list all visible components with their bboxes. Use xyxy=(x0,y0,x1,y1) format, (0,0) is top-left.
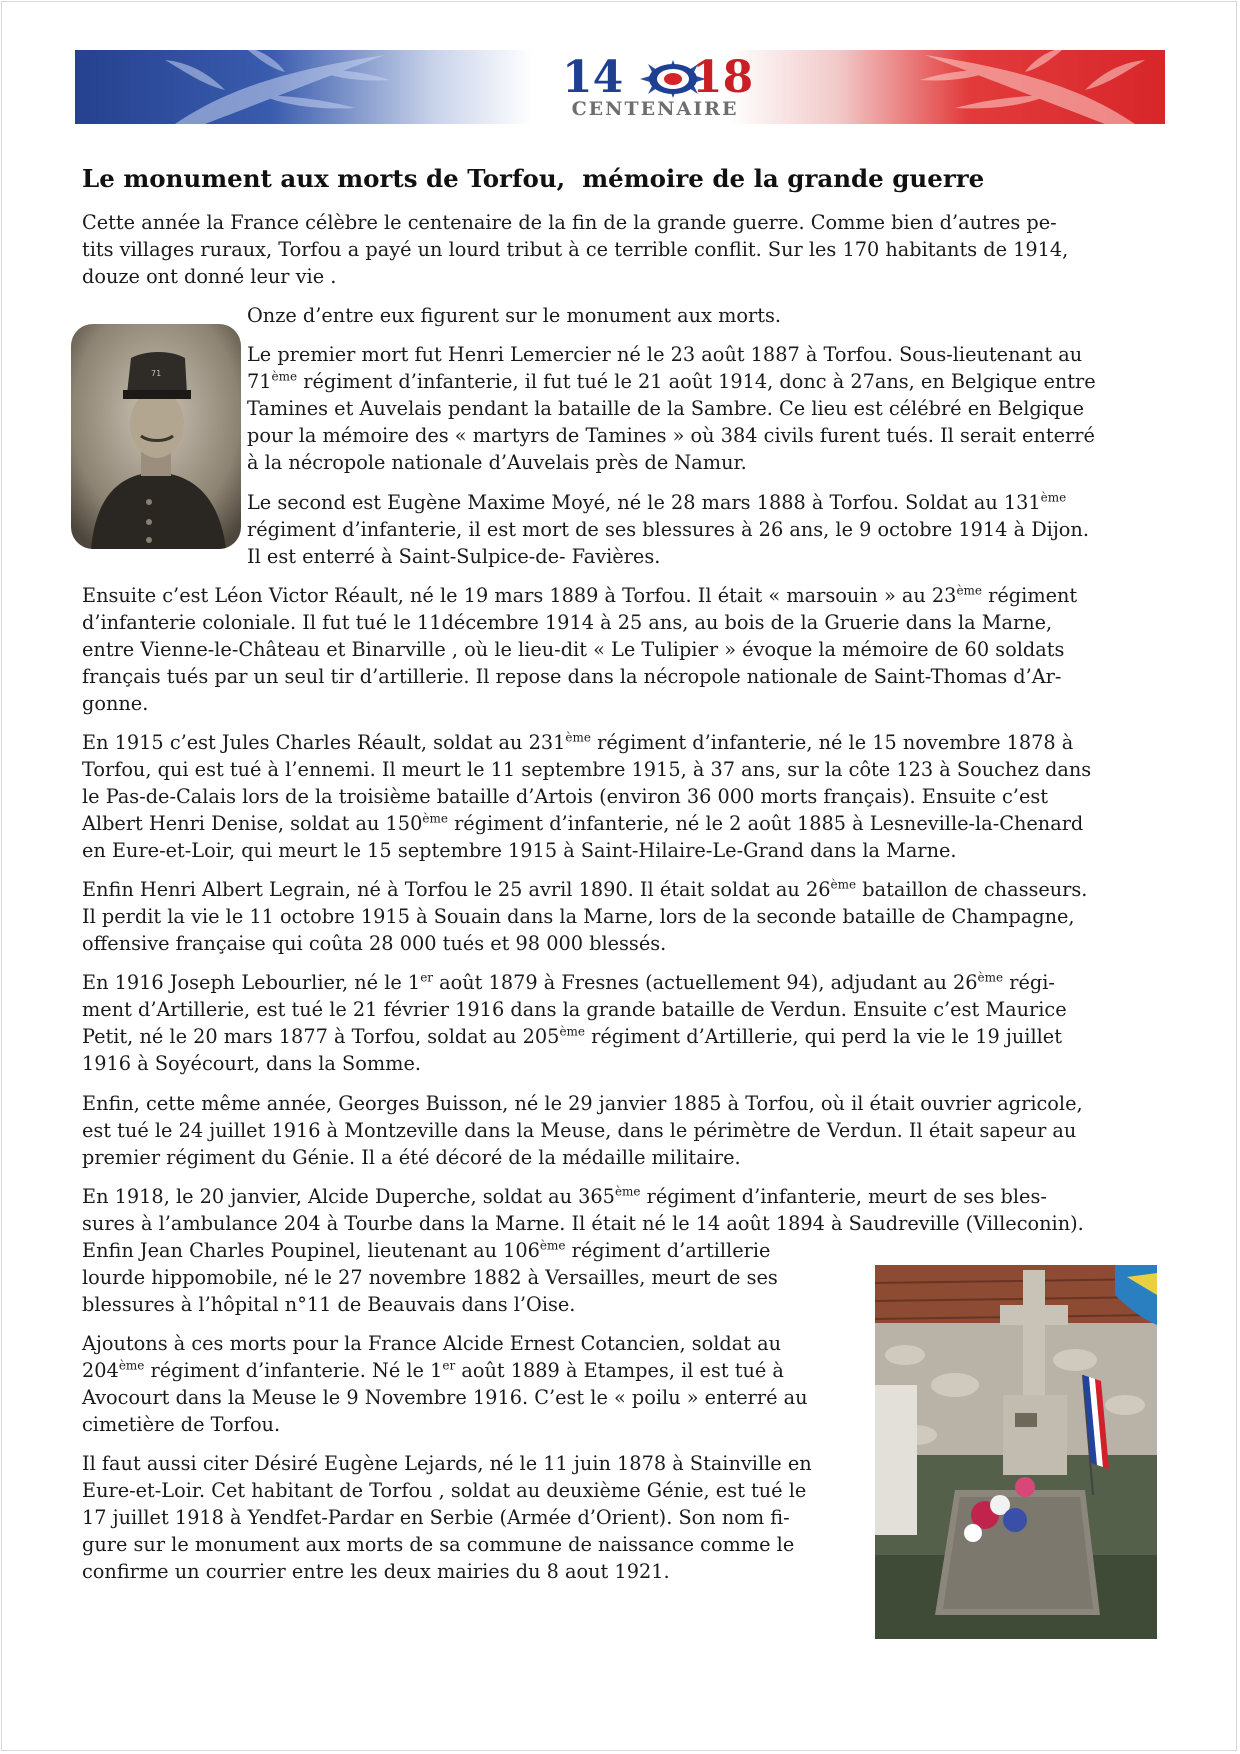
text-line: Le premier mort fut Henri Lemercier né le 23 août 1887 à Torfou. Sous-lieutenant au xyxy=(247,343,1083,366)
text-line: Ajoutons à ces morts pour la France Alcide Ernest Cotancien, soldat au xyxy=(82,1332,782,1355)
text-line: cimetière de Torfou. xyxy=(82,1413,281,1436)
text-line: Il est enterré à Saint-Sulpice-de- Favières. xyxy=(247,545,661,568)
portrait-image xyxy=(71,324,241,549)
paragraph-lejards xyxy=(82,1450,812,1585)
text-line: En 1915 c’est Jules Charles Réault, soldat au 231ème régiment d’infanterie, né le 15 novembre 1878 à xyxy=(82,730,1074,754)
text-line: Enfin Henri Albert Legrain, né à Torfou le 25 avril 1890. Il était soldat au 26ème bataillon de chasseurs. xyxy=(82,877,1088,901)
article-title: Le monument aux morts de Torfou, mémoire de la grande guerre xyxy=(82,164,985,193)
text-line: 71ème régiment d’infanterie, il fut tué le 21 août 1914, donc à 27ans, en Belgique entre xyxy=(247,369,1096,393)
text-line: entre Vienne-le-Château et Binarville , où le lieu-dit « Le Tulipier » évoque la mémoire de 60 soldats xyxy=(82,638,1065,661)
banner-number-left: 14 xyxy=(562,52,624,103)
text-line: Ensuite c’est Léon Victor Réault, né le 19 mars 1889 à Torfou. Il était « marsouin » au 23ème régiment xyxy=(82,583,1078,607)
text-line: 17 juillet 1918 à Yendfet-Pardar en Serbie (Armée d’Orient). Son nom fi- xyxy=(82,1506,790,1529)
text-line: Le second est Eugène Maxime Moyé, né le 28 mars 1888 à Torfou. Soldat au 131ème xyxy=(247,490,1067,514)
banner-subtitle: CENTENAIRE xyxy=(571,98,739,120)
paragraph-buisson xyxy=(82,1090,1083,1171)
paragraph-lemercier xyxy=(247,341,1096,476)
text-line: lourde hippomobile, né le 27 novembre 1882 à Versailles, meurt de ses xyxy=(82,1266,778,1289)
paragraph-legrain xyxy=(82,876,1087,957)
text-line: gure sur le monument aux morts de sa commune de naissance comme le xyxy=(82,1533,795,1556)
text-line: le Pas-de-Calais lors de la troisième bataille d’Artois (environ 36 000 morts français). Ensuite c’est xyxy=(82,785,1048,808)
text-line: Il faut aussi citer Désiré Eugène Lejards, né le 11 juin 1878 à Stainville en xyxy=(82,1452,812,1475)
text-line: Avocourt dans la Meuse le 9 Novembre 1916. C’est le « poilu » enterré au xyxy=(82,1386,808,1409)
paragraph-leon-reault xyxy=(82,582,1077,717)
paragraph-jules-reault xyxy=(82,729,1091,864)
text-line: confirme un courrier entre les deux mairies du 8 aout 1921. xyxy=(82,1560,670,1583)
banner-number-right: 18 xyxy=(692,52,754,103)
text-line: pour la mémoire des « martyrs de Tamines » où 384 civils furent tués. Il serait enterré xyxy=(247,424,1095,447)
text-line: est tué le 24 juillet 1916 à Montzeville dans la Meuse, dans le périmètre de Verdun. Il était sapeur au xyxy=(82,1119,1077,1142)
text-line: Cette année la France célèbre le centenaire de la fin de la grande guerre. Comme bien d’autres pe- xyxy=(82,211,1057,234)
text-line: Onze d’entre eux figurent sur le monument aux morts. xyxy=(247,304,781,327)
centenaire-banner xyxy=(75,50,1165,124)
text-line: Petit, né le 20 mars 1877 à Torfou, soldat au 205ème régiment d’Artillerie, qui perd la vie le 19 juillet xyxy=(82,1024,1062,1048)
paragraph-lebourlier xyxy=(82,969,1067,1077)
text-line: en Eure-et-Loir, qui meurt le 15 septembre 1915 à Saint-Hilaire-Le-Grand dans la Marne. xyxy=(82,839,957,862)
text-line: français tués par un seul tir d’artillerie. Il repose dans la nécropole nationale de Saint-Thomas d’Ar- xyxy=(82,665,1062,688)
text-line: blessures à l’hôpital n°11 de Beauvais dans l’Oise. xyxy=(82,1293,576,1316)
centenaire-logo xyxy=(470,54,770,120)
text-line: à la nécropole nationale d’Auvelais près de Namur. xyxy=(247,451,747,474)
text-line: Albert Henri Denise, soldat au 150ème régiment d’infanterie, né le 2 août 1885 à Lesneville-la-Chenard xyxy=(82,811,1084,835)
text-line: d’infanterie coloniale. Il fut tué le 11décembre 1914 à 25 ans, au bois de la Gruerie dans la Marne, xyxy=(82,611,1053,634)
text-line: offensive française qui coûta 28 000 tués et 98 000 blessés. xyxy=(82,932,667,955)
paragraph-eleven xyxy=(247,302,781,329)
text-line: Enfin, cette même année, Georges Buisson, né le 29 janvier 1885 à Torfou, où il était ouvrier agricole, xyxy=(82,1092,1083,1115)
right-laurel-leaves-icon xyxy=(905,50,1145,124)
text-line: douze ont donné leur vie . xyxy=(82,265,337,288)
grave-photo xyxy=(875,1265,1157,1639)
grave-image xyxy=(875,1265,1157,1639)
text-line: En 1918, le 20 janvier, Alcide Duperche, soldat au 365ème régiment d’infanterie, meurt de ses bles- xyxy=(82,1184,1047,1208)
text-line: Tamines et Auvelais pendant la bataille de la Sambre. Ce lieu est célébré en Belgique xyxy=(247,397,1085,420)
text-line: sures à l’ambulance 204 à Tourbe dans la Marne. Il était né le 14 août 1894 à Saudreville (Villeconin). xyxy=(82,1212,1084,1235)
paragraph-cotancien xyxy=(82,1330,808,1438)
text-line: 204ème régiment d’infanterie. Né le 1er août 1889 à Etampes, il est tué à xyxy=(82,1358,784,1382)
text-line: premier régiment du Génie. Il a été décoré de la médaille militaire. xyxy=(82,1146,741,1169)
text-line: 1916 à Soyécourt, dans la Somme. xyxy=(82,1052,421,1075)
paragraph-moye xyxy=(247,489,1089,570)
text-line: tits villages ruraux, Torfou a payé un lourd tribut à ce terrible conflit. Sur les 170 habitants de 1914, xyxy=(82,238,1069,261)
text-line: Enfin Jean Charles Poupinel, lieutenant au 106ème régiment d’artillerie xyxy=(82,1238,771,1262)
text-line: Torfou, qui est tué à l’ennemi. Il meurt le 11 septembre 1915, à 37 ans, sur la côte 123 à Souchez dans xyxy=(82,758,1092,781)
text-line: gonne. xyxy=(82,692,149,715)
text-line: régiment d’infanterie, il est mort de ses blessures à 26 ans, le 9 octobre 1914 à Dijon. xyxy=(247,518,1089,541)
text-line: Il perdit la vie le 11 octobre 1915 à Souain dans la Marne, lors de la seconde bataille de Champagne, xyxy=(82,905,1075,928)
left-laurel-leaves-icon xyxy=(165,50,395,124)
text-line: En 1916 Joseph Lebourlier, né le 1er août 1879 à Fresnes (actuellement 94), adjudant au 26ème régi- xyxy=(82,970,1055,994)
kepi-number: 71 xyxy=(151,369,162,378)
text-line: ment d’Artillerie, est tué le 21 février 1916 dans la grande bataille de Verdun. Ensuite c’est Maurice xyxy=(82,998,1067,1021)
soldier-portrait-photo xyxy=(71,324,241,549)
text-line: Eure-et-Loir. Cet habitant de Torfou , soldat au deuxième Génie, est tué le xyxy=(82,1479,807,1502)
paragraph-intro xyxy=(82,209,1068,290)
